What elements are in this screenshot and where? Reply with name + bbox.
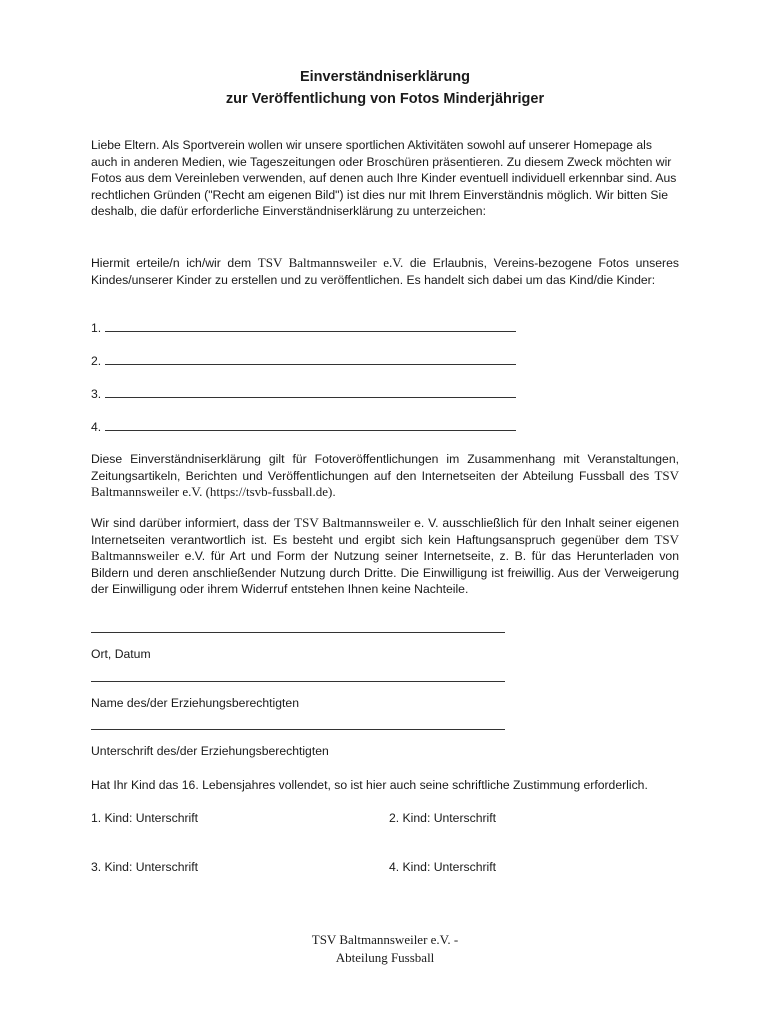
child-signature-3[interactable]: 3. Kind: Unterschrift — [91, 860, 199, 874]
document-subtitle: zur Veröffentlichung von Fotos Minderjähriger — [225, 91, 545, 107]
child-name-line-1[interactable] — [91, 320, 516, 337]
child-number-4: 4. — [91, 420, 105, 434]
scope-text-start: Diese Einverständniserklärung gilt für Fotoveröffentlichungen im Zusammenhang mit Veranstaltungen, Zeitungsartikeln, Berichten und Veröffentlichungen auf den Internetseiten der Abteilung Fussball des — [91, 452, 679, 483]
place-date-line[interactable] — [91, 632, 505, 633]
club-name: TSV Baltmannsweiler e.V. — [257, 255, 404, 270]
child-name-blank-4[interactable] — [105, 419, 516, 431]
liability-paragraph — [91, 515, 679, 598]
child-number-1: 1. — [91, 321, 105, 335]
child-signature-1[interactable]: 1. Kind: Unterschrift — [91, 811, 199, 825]
place-date-label: Ort, Datum — [91, 647, 151, 661]
liability-text-c: e.V. für Art und Form der Nutzung seiner Internetseite, z. B. für das Herunterladen von Bildern und deren anschließender Nutzung durch Dritte. Die Einwilligung ist freiwillig. Aus der Verweigerung der Einwilligung oder ihrem Widerruf entstehen Ihnen keine Nachteile. — [91, 549, 679, 596]
child-name-line-4[interactable] — [91, 419, 516, 436]
guardian-name-label: Name des/der Erziehungsberechtigten — [91, 696, 299, 710]
liability-text-b: e. V. ausschließlich für den Inhalt seiner eigenen Internetseiten verantwortlich ist. Es besteht und ergibt sich kein Haftungsanspruch gegenüber dem — [91, 516, 679, 547]
age-note: Hat Ihr Kind das 16. Lebensjahres vollendet, so ist hier auch seine schriftliche Zustimmung erforderlich. — [91, 778, 648, 792]
child-name-blank-1[interactable] — [105, 320, 516, 332]
child-name-blank-2[interactable] — [105, 353, 516, 365]
club-name-url: TSV Baltmannsweiler e.V. (https://tsvb-fussball.de) — [91, 467, 679, 499]
club-name-1: TSV Baltmannsweiler — [294, 515, 411, 530]
guardian-signature-line[interactable] — [91, 729, 505, 730]
child-number-2: 2. — [91, 354, 105, 368]
footer-club: TSV Baltmannsweiler e.V. - — [311, 932, 459, 947]
intro-paragraph: Liebe Eltern. Als Sportverein wollen wir unsere sportlichen Aktivitäten sowohl auf unserer Homepage als auch in anderen Medien, wie Tageszeitungen oder Broschüren präsentieren. Zu diesem Zweck möchten wir Fotos aus dem Vereinleben verwenden, auf denen auch Ihre Kinder eventuell individuell erkennbar sind. Aus rechtlichen Gründen ("Recht am eigenen Bild") ist dies nur mit Ihrem Einverständnis möglich. Wir bitten Sie deshalb, die dafür erforderliche Einverständniserklärung zu unterzeichen: — [91, 138, 677, 218]
permission-paragraph — [91, 255, 679, 288]
guardian-signature-label: Unterschrift des/der Erziehungsberechtigten — [91, 744, 329, 758]
child-name-line-2[interactable] — [91, 353, 516, 370]
club-name-2: TSV Baltmannsweiler — [91, 531, 679, 563]
scope-text-end: . — [332, 485, 336, 499]
child-name-blank-3[interactable] — [105, 386, 516, 398]
child-number-3: 3. — [91, 387, 105, 401]
child-signature-4[interactable]: 4. Kind: Unterschrift — [389, 860, 497, 874]
scope-paragraph — [91, 451, 679, 501]
footer-department: Abteilung Fussball — [335, 950, 435, 965]
permission-text-start: Hiermit erteile/n ich/wir dem — [91, 256, 258, 270]
child-name-line-3[interactable] — [91, 386, 516, 403]
guardian-name-line[interactable] — [91, 681, 505, 682]
child-signature-2[interactable]: 2. Kind: Unterschrift — [389, 811, 497, 825]
footer — [91, 931, 679, 967]
permission-text-end: die Erlaubnis, Vereins-bezogene Fotos unseres Kindes/unserer Kinder zu erstellen und zu veröffentlichen. Es handelt sich dabei um das Kind/die Kinder: — [91, 256, 679, 287]
document-title: Einverständniserklärung — [299, 69, 471, 85]
liability-text-a: Wir sind darüber informiert, dass der — [91, 516, 295, 530]
